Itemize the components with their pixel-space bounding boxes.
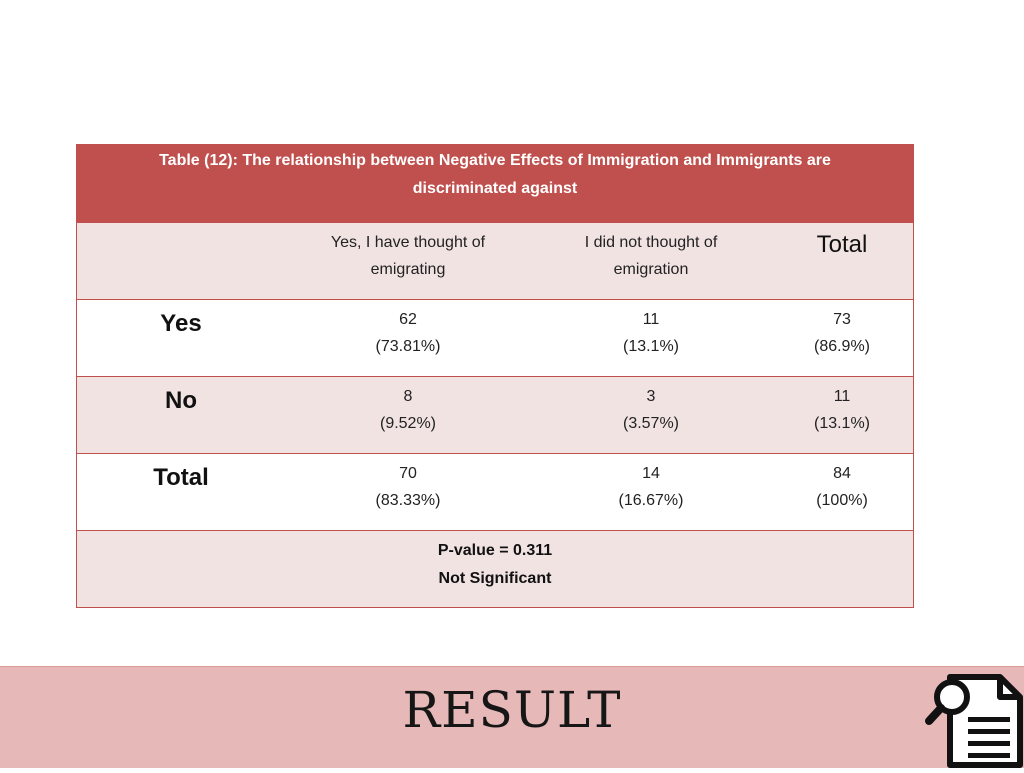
header-not-thought-emigration: I did not thought of emigration (584, 234, 718, 278)
cell-yes-total: 73 (86.9%) (813, 311, 871, 355)
pvalue-text (77, 537, 913, 593)
table-row-no (77, 376, 913, 453)
header-total: Total (816, 231, 868, 258)
cell-total-thought: 70 (83.33%) (375, 465, 441, 509)
row-label-yes: Yes (160, 310, 202, 337)
cell-total-total: 84 (100%) (816, 465, 868, 509)
results-table (76, 144, 914, 608)
table-title (77, 145, 913, 222)
cell-no-not-thought: 3 (3.57%) (622, 388, 680, 432)
table-row-yes (77, 299, 913, 376)
pvalue: P-value = 0.311 (437, 542, 553, 559)
cell-no-total: 11 (13.1%) (813, 388, 871, 432)
pvalue-row (77, 530, 913, 607)
row-label-no: No (165, 387, 197, 414)
header-thought-emigrating: Yes, I have thought of emigrating (330, 234, 486, 278)
footer-title: RESULT (402, 681, 622, 739)
footer-banner (0, 666, 1024, 768)
table-row-total (77, 453, 913, 530)
cell-total-not-thought: 14 (16.67%) (618, 465, 684, 509)
header-row (77, 222, 913, 299)
cell-yes-thought: 62 (73.81%) (375, 311, 441, 355)
significance: Not Significant (438, 570, 552, 587)
cell-no-thought: 8 (9.52%) (379, 388, 437, 432)
cell-yes-not-thought: 11 (13.1%) (622, 311, 680, 355)
table-title-line-2: discriminated against (412, 180, 578, 197)
document-search-icon (924, 673, 1024, 773)
table-title-line-1: Table (12): The relationship between Negative Effects of Immigration and Immigrants are (159, 152, 831, 169)
row-label-total: Total (153, 464, 209, 491)
